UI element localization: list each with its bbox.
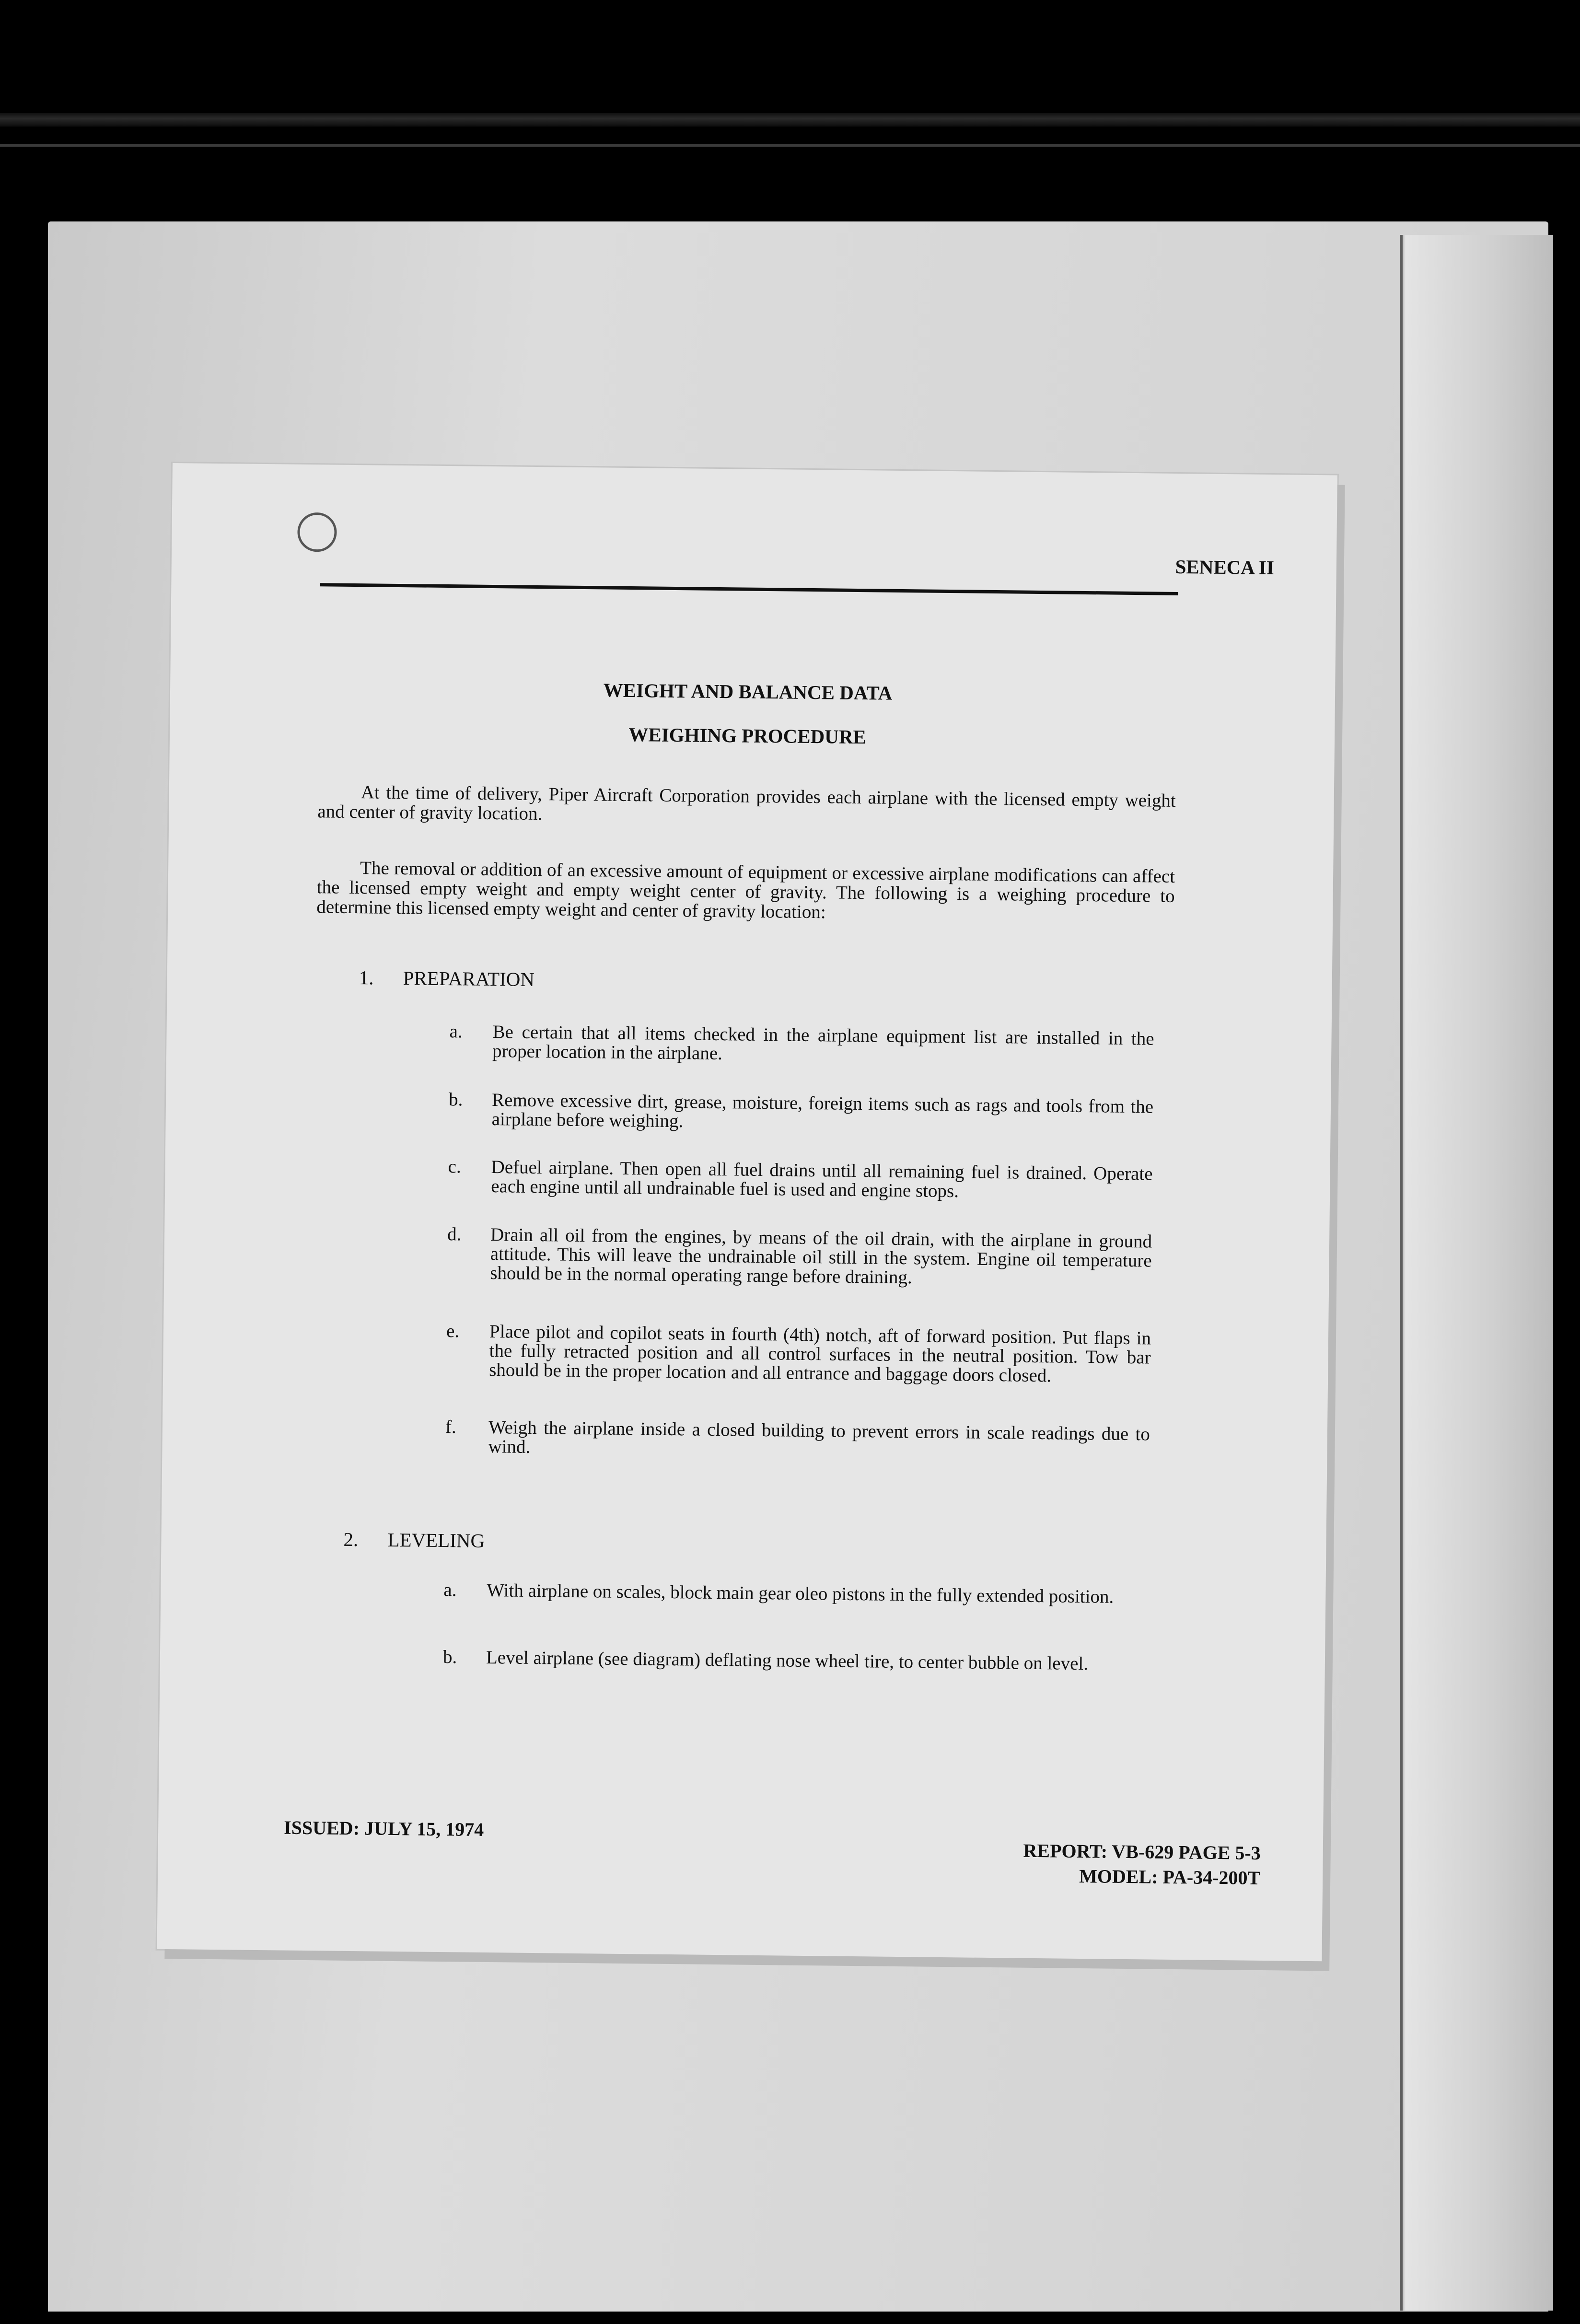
section-title: LEVELING <box>387 1528 485 1552</box>
item-letter: a. <box>449 1021 463 1042</box>
item-letter: d. <box>447 1224 462 1245</box>
item-text: Be certain that all items checked in the airplane equipment list are installed in the proper location in the airplane. <box>492 1022 1154 1064</box>
film-edge <box>0 113 1580 127</box>
model-number: MODEL: PA-34-200T <box>1079 1865 1261 1889</box>
item-text: Defuel airplane. Then open all fuel drains until all remaining fuel is drained. Operate each engine until all undrainable fuel is used and engine stops. <box>491 1157 1153 1202</box>
film-line <box>0 144 1580 147</box>
intro-paragraph: At the time of delivery, Piper Aircraft Corporation provides each airplane with the licensed empty weight and center of gravity location. <box>317 782 1176 825</box>
item-text: With airplane on scales, block main gear oleo pistons in the fully extended position. <box>487 1580 1114 1607</box>
section-heading-leveling <box>343 1528 485 1552</box>
item-text: Level airplane (see diagram) deflating nose wheel tire, to center bubble on level. <box>486 1647 1089 1674</box>
list-item <box>442 1647 1287 1674</box>
list-item <box>448 1156 1292 1202</box>
report-info <box>973 1838 1261 1891</box>
item-letter: e. <box>446 1321 460 1342</box>
header-rule <box>320 583 1178 595</box>
section-heading-preparation <box>359 966 535 991</box>
procedure-paragraph: The removal or addition of an excessive amount of equipment or excessive airplane modifications can affect the licensed empty weight and empty weight center of gravity. The following is a weighing procedure to determine this licensed empty weight and center of gravity location: <box>316 858 1175 923</box>
item-text: Drain all oil from the engines, by means of the oil drain, with the airplane in ground attitude. This will leave the undrainable oil still in the system. Engine oil temperature should be in the normal operating range before draining. <box>490 1224 1152 1288</box>
punch-hole-icon <box>297 512 337 552</box>
page-title: WEIGHT AND BALANCE DATA <box>603 679 893 704</box>
binder-edge-line <box>1400 235 1403 2311</box>
list-item <box>449 1021 1293 1064</box>
report-number: REPORT: VB-629 PAGE 5-3 <box>1023 1839 1261 1864</box>
binder-edge <box>1400 235 1553 2311</box>
item-text: Place pilot and copilot seats in fourth (4th) notch, aft of forward position. Put flaps in the fully retracted position and all control surfaces in the neutral position. Tow bar should be in the proper location and all entrance and baggage doors closed. <box>489 1321 1151 1386</box>
section-title: PREPARATION <box>403 967 535 990</box>
list-item <box>446 1321 1290 1386</box>
header-title: SENECA II <box>1175 555 1275 579</box>
item-text: Weigh the airplane inside a closed building to prevent errors in scale readings due to wind. <box>488 1417 1150 1457</box>
list-item <box>445 1417 1289 1457</box>
item-letter: f. <box>445 1417 456 1438</box>
item-letter: a. <box>443 1580 457 1601</box>
list-item <box>448 1089 1292 1132</box>
list-item <box>447 1224 1291 1288</box>
item-letter: c. <box>448 1156 461 1177</box>
item-letter: b. <box>442 1647 457 1668</box>
section-number: 1. <box>359 966 374 989</box>
list-item <box>443 1580 1288 1607</box>
item-text: Remove excessive dirt, grease, moisture, foreign items such as rags and tools from the airplane before weighing. <box>491 1090 1154 1132</box>
item-letter: b. <box>448 1089 463 1110</box>
issued-date: ISSUED: JULY 15, 1974 <box>283 1816 484 1840</box>
document-page <box>157 463 1337 1961</box>
page-subtitle: WEIGHING PROCEDURE <box>628 723 867 748</box>
section-number: 2. <box>343 1528 359 1551</box>
